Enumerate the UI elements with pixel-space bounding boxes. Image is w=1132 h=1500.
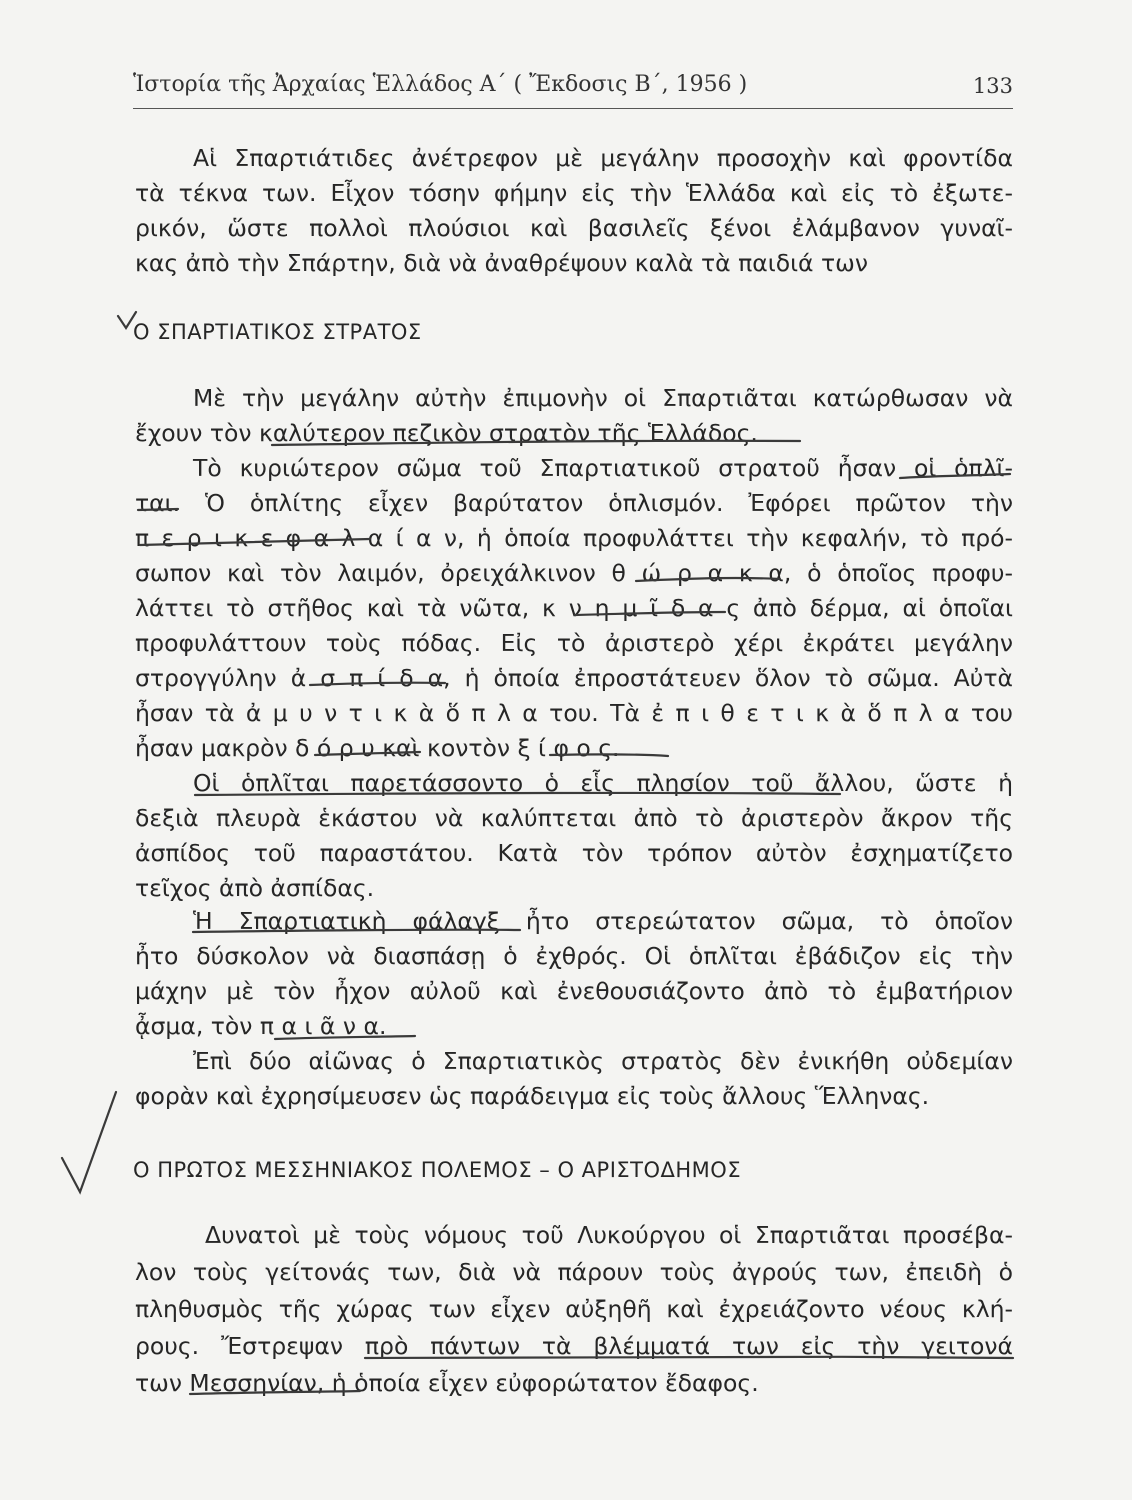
margin-check-mark xyxy=(62,1092,116,1192)
text-line: Αἱ Σπαρτιάτιδες ἀνέτρεφον μὲ μεγάλην προσοχὴν καὶ φροντίδα xyxy=(193,144,1013,172)
text-line: κας ἀπὸ τὴν Σπάρτην, διὰ νὰ ἀναθρέψουν καλὰ τὰ παιδιά των xyxy=(135,249,868,277)
text-line: ἦσαν τὰ ἀ μ υ ν τ ι κ ὰ ὅ π λ α του. Τὰ ἐ π ι θ ε τ ι κ ὰ ὅ π λ α του xyxy=(135,699,1013,727)
text-line: προφυλάττουν τοὺς πόδας. Εἰς τὸ ἀριστερὸ χέρι ἐκράτει μεγάλην xyxy=(135,629,1013,657)
text-line: Μὲ τὴν μεγάλην αὐτὴν ἐπιμονὴν οἱ Σπαρτιᾶται κατώρθωσαν νὰ xyxy=(193,384,1013,412)
section-heading-first-messenian-war: Ο ΠΡΩΤΟΣ ΜΕΣΣΗΝΙΑΚΟΣ ΠΟΛΕΜΟΣ – Ο ΑΡΙΣΤΟΔΗΜΟΣ xyxy=(133,1158,742,1182)
text-line: λον τοὺς γείτονάς των, διὰ νὰ πάρουν τοὺς ἀγρούς των, ἐπειδὴ ὁ xyxy=(135,1258,1013,1286)
text-line: στρογγύλην ἀ σ π ί δ α, ἡ ὁποία ἐπροστάτευεν ὅλον τὸ σῶμα. Αὐτὰ xyxy=(135,664,1013,692)
text-line: των Μεσσηνίαν, ἡ ὁποία εἶχεν εὐφορώτατον ἔδαφος. xyxy=(135,1369,759,1397)
running-header xyxy=(133,64,1013,104)
text-line: Ἡ Σπαρτιατικὴ φάλαγξ ἦτο στερεώτατον σῶμα, τὸ ὁποῖον xyxy=(193,907,1013,935)
text-line: ἦτο δύσκολον νὰ διασπάσῃ ὁ ἐχθρός. Οἱ ὁπλῖται ἐβάδιζον εἰς τὴν xyxy=(135,942,1013,970)
text-line: ρους. Ἔστρεψαν πρὸ πάντων τὰ βλέμματά των εἰς τὴν γειτονά xyxy=(135,1332,1013,1360)
text-line: π ε ρ ι κ ε φ α λ α ί α ν, ἡ ὁποία προφυλάττει τὴν κεφαλήν, τὸ πρό- xyxy=(135,524,1013,552)
text-line: Τὸ κυριώτερον σῶμα τοῦ Σπαρτιατικοῦ στρατοῦ ἦσαν οἱ ὁπλῖ- xyxy=(193,454,1013,482)
text-line: λάττει τὸ στῆθος καὶ τὰ νῶτα, κ ν η μ ῖ δ α ς ἀπὸ δέρμα, αἱ ὁποῖαι xyxy=(135,594,1013,622)
text-line: ᾆσμα, τὸν π α ι ᾶ ν α. xyxy=(135,1012,387,1040)
text-line: ἦσαν μακρὸν δ ό ρ υ καὶ κοντὸν ξ ί φ ο ς. xyxy=(135,734,620,762)
text-line: ται. Ὁ ὁπλίτης εἶχεν βαρύτατον ὁπλισμόν. Ἐφόρει πρῶτον τὴν xyxy=(135,489,1013,517)
page-number: 133 xyxy=(972,74,1013,98)
header-rule xyxy=(133,108,1013,109)
text-line: τεῖχος ἀπὸ ἀσπίδας. xyxy=(135,874,375,902)
text-line: πληθυσμὸς τῆς χώρας των εἶχεν αὐξηθῆ καὶ ἐχρειάζοντο νέους κλή- xyxy=(135,1295,1013,1323)
text-line: Δυνατοὶ μὲ τοὺς νόμους τοῦ Λυκούργου οἱ Σπαρτιᾶται προσέβα- xyxy=(205,1221,1013,1249)
text-line: Ἐπὶ δύο αἰῶνας ὁ Σπαρτιατικὸς στρατὸς δὲν ἐνικήθη οὐδεμίαν xyxy=(193,1047,1013,1075)
text-line: ἔχουν τὸν καλύτερον πεζικὸν στρατὸν τῆς Ἑλλάδος. xyxy=(135,419,758,447)
section-heading-spartan-army: Ο ΣΠΑΡΤΙΑΤΙΚΟΣ ΣΤΡΑΤΟΣ xyxy=(133,320,422,344)
text-line: τὰ τέκνα των. Εἶχον τόσην φήμην εἰς τὴν Ἑλλάδα καὶ εἰς τὸ ἐξωτε- xyxy=(135,179,1013,207)
header-title: Ἱστορία τῆς Ἀρχαίας Ἑλλάδος Α΄ ( Ἔκδοσις Β΄, 1956 ) xyxy=(133,72,748,97)
text-line: μάχην μὲ τὸν ἦχον αὐλοῦ καὶ ἐνεθουσιάζοντο ἀπὸ τὸ ἐμβατήριον xyxy=(135,977,1013,1005)
text-line: ρικόν, ὥστε πολλοὶ πλούσιοι καὶ βασιλεῖς ξένοι ἐλάμβανον γυναῖ- xyxy=(135,214,1013,242)
text-line: ἀσπίδος τοῦ παραστάτου. Κατὰ τὸν τρόπον αὐτὸν ἐσχηματίζετο xyxy=(135,839,1013,867)
text-line: Οἱ ὁπλῖται παρετάσσοντο ὁ εἷς πλησίον τοῦ ἄλλου, ὥστε ἡ xyxy=(193,769,1013,797)
text-line: σωπον καὶ τὸν λαιμόν, ὀρειχάλκινον θ ώ ρ α κ α, ὁ ὁποῖος προφυ- xyxy=(135,559,1013,587)
text-line: φορὰν καὶ ἐχρησίμευσεν ὡς παράδειγμα εἰς τοὺς ἄλλους Ἕλληνας. xyxy=(135,1082,930,1110)
text-line: δεξιὰ πλευρὰ ἑκάστου νὰ καλύπτεται ἀπὸ τὸ ἀριστερὸν ἄκρον τῆς xyxy=(135,804,1013,832)
